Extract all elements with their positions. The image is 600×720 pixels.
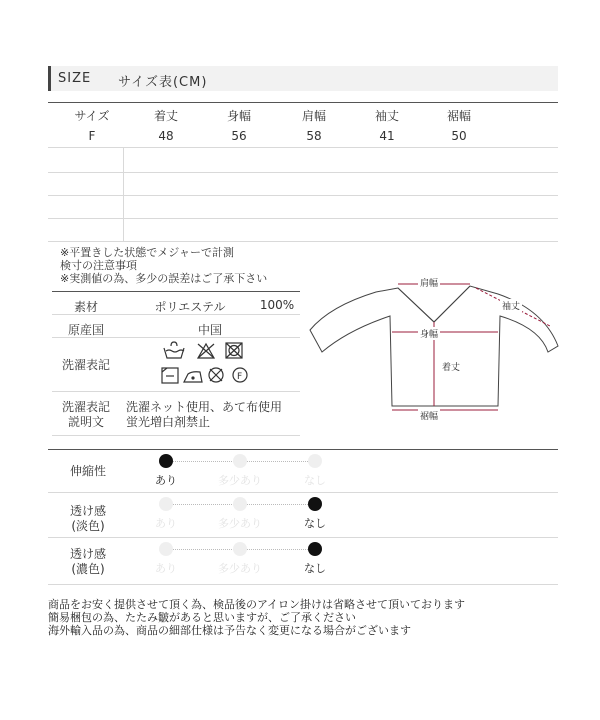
- scale-top-rule: [48, 449, 558, 450]
- scale-dot: [233, 542, 247, 556]
- info-top-rule: [52, 291, 300, 292]
- scale-dot: [233, 454, 247, 468]
- care-text-label-2: 説明文: [67, 415, 104, 429]
- table-col-divider: [123, 148, 124, 241]
- scale-option-label: 多少あり: [218, 517, 262, 530]
- col-header-length: 着丈: [153, 109, 178, 123]
- col-header-hem: 裾幅: [446, 109, 471, 123]
- garment-diagram: [300, 270, 560, 430]
- transparency-dark-sublabel: (濃色): [71, 562, 105, 576]
- scale-option-label: あり: [155, 517, 177, 530]
- transparency-light-sublabel: (淡色): [71, 519, 105, 533]
- care-text-label: 洗濯表記: [61, 400, 110, 414]
- scale-row-rule: [48, 492, 558, 493]
- table-cell-hem: 50: [451, 129, 467, 143]
- info-bottom-rule: [52, 435, 300, 436]
- origin-value: 中国: [197, 323, 222, 337]
- col-header-sleeve: 袖丈: [374, 109, 399, 123]
- care-symbols: [160, 340, 252, 390]
- header-accent-bar: [48, 66, 51, 91]
- scale-dot-selected: [308, 542, 322, 556]
- line-dry-shade-icon: [162, 368, 178, 383]
- col-header-shoulder: 肩幅: [301, 109, 326, 123]
- scale-row-rule: [48, 537, 558, 538]
- material-value: ポリエステル: [154, 300, 226, 314]
- diagram-shoulder-label: 肩幅: [418, 276, 440, 289]
- note-measure: ※平置きした状態でメジャーで計測: [60, 246, 234, 259]
- section-title: SIZE: [58, 71, 92, 86]
- table-cell-sleeve: 41: [379, 129, 395, 143]
- col-header-body-width: 身幅: [226, 109, 251, 123]
- scale-option-label: なし: [304, 517, 326, 530]
- table-cell-size: F: [88, 129, 96, 143]
- table-cell-shoulder: 58: [306, 129, 322, 143]
- scale-option-label: なし: [304, 562, 326, 575]
- no-dry-clean-icon: [209, 368, 223, 382]
- svg-text:F: F: [237, 372, 243, 382]
- section-subtitle: サイズ表(CM): [118, 75, 208, 90]
- scale-option-label: 多少あり: [218, 562, 262, 575]
- table-row-rule: [48, 218, 558, 219]
- table-row-rule: [48, 195, 558, 196]
- scale-option-label: あり: [155, 474, 177, 487]
- hand-wash-icon: [164, 342, 184, 358]
- footer-note-specs: 海外輸入品の為、商品の細部仕様は予告なく変更になる場合がございます: [48, 624, 411, 637]
- diagram-length-label: 着丈: [440, 360, 462, 373]
- table-cell-body-width: 56: [231, 129, 247, 143]
- scale-dot-selected: [308, 497, 322, 511]
- info-row-rule: [52, 314, 300, 315]
- material-percent: 100%: [259, 298, 295, 312]
- scale-option-label: 多少あり: [218, 474, 262, 487]
- no-bleach-icon: [198, 344, 214, 358]
- scale-dot: [159, 497, 173, 511]
- scale-dot: [159, 542, 173, 556]
- diagram-hem-label: 裾幅: [418, 409, 440, 422]
- note-tolerance: ※実測値の為、多少の誤差はご了承下さい: [60, 272, 268, 285]
- dry-clean-f-icon: [233, 368, 247, 382]
- transparency-light-label: 透け感: [69, 504, 106, 518]
- table-row-rule: [48, 241, 558, 242]
- no-tumble-dry-icon: [226, 343, 242, 358]
- care-instructions-2: 蛍光増白剤禁止: [126, 415, 211, 429]
- transparency-dark-label: 透け感: [69, 547, 106, 561]
- table-row-rule: [48, 147, 558, 148]
- footer-note-ironing: 商品をお安く提供させて頂く為、検品後のアイロン掛けは省略させて頂いております: [48, 598, 466, 611]
- iron-low-icon: [184, 372, 202, 382]
- note-caution-heading: 検寸の注意事項: [60, 259, 137, 272]
- footer-note-packaging: 簡易梱包の為、たたみ皺があると思いますが、ご了承ください: [48, 611, 356, 624]
- origin-label: 原産国: [67, 323, 104, 337]
- scale-option-label: あり: [155, 562, 177, 575]
- scale-dot: [233, 497, 247, 511]
- scale-dot-selected: [159, 454, 173, 468]
- care-instructions-1: 洗濯ネット使用、あて布使用: [126, 400, 283, 414]
- table-cell-length: 48: [158, 129, 174, 143]
- diagram-body-width-label: 身幅: [418, 327, 440, 340]
- scale-bottom-rule: [48, 584, 558, 585]
- info-row-rule: [52, 337, 300, 338]
- scale-dot: [308, 454, 322, 468]
- scale-option-label: なし: [304, 474, 326, 487]
- col-header-size: サイズ: [74, 109, 110, 123]
- care-label: 洗濯表記: [61, 358, 110, 372]
- table-row-rule: [48, 172, 558, 173]
- info-row-rule: [52, 391, 300, 392]
- diagram-sleeve-label: 袖丈: [500, 299, 522, 312]
- stretch-label: 伸縮性: [69, 464, 106, 478]
- material-label: 素材: [73, 300, 98, 314]
- table-top-rule: [48, 102, 558, 103]
